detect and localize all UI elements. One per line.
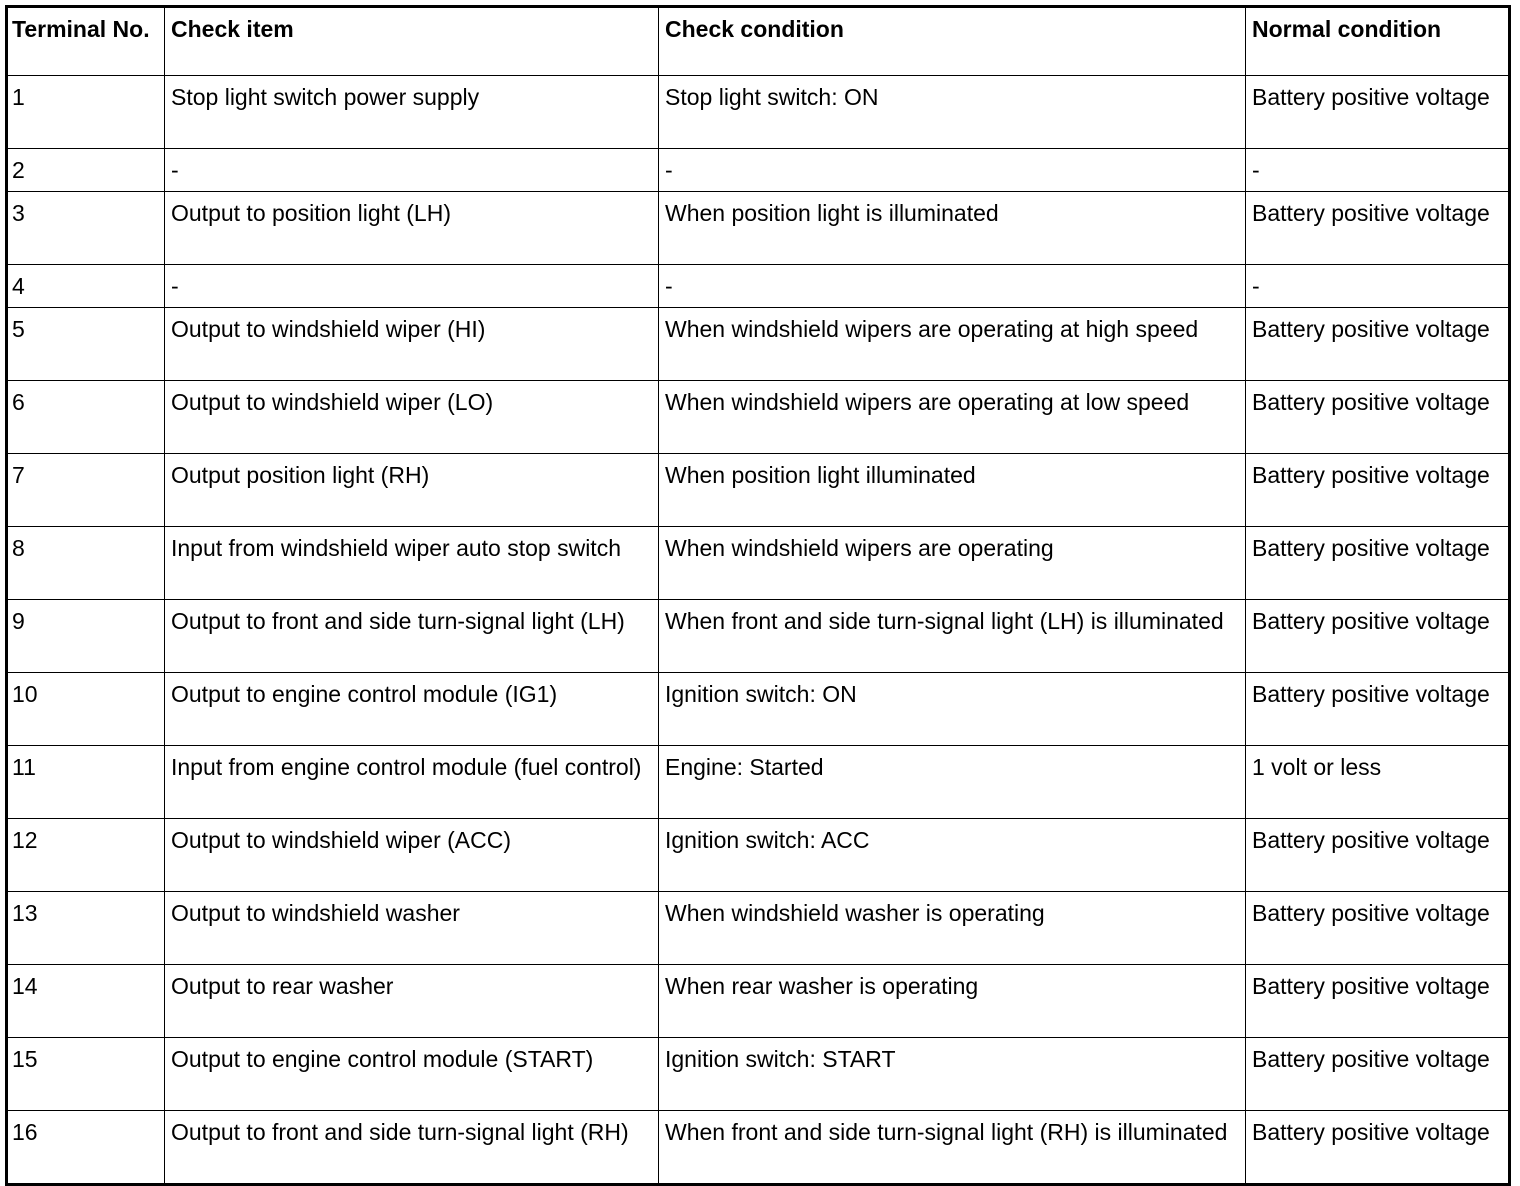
cell-check-item: Output to windshield wiper (ACC) bbox=[165, 819, 659, 892]
cell-terminal: 8 bbox=[7, 527, 165, 600]
cell-normal-condition: Battery positive voltage bbox=[1246, 1111, 1510, 1185]
table-row bbox=[7, 454, 1510, 527]
cell-check-condition: When windshield wipers are operating at low speed bbox=[659, 381, 1246, 454]
cell-check-condition: Ignition switch: ACC bbox=[659, 819, 1246, 892]
cell-check-item: - bbox=[165, 149, 659, 192]
header-check-condition: Check condition bbox=[659, 7, 1246, 76]
cell-check-condition: Engine: Started bbox=[659, 746, 1246, 819]
cell-check-item: Output to windshield washer bbox=[165, 892, 659, 965]
cell-check-item: Stop light switch power supply bbox=[165, 76, 659, 149]
cell-check-condition: When windshield wipers are operating bbox=[659, 527, 1246, 600]
cell-terminal: 13 bbox=[7, 892, 165, 965]
cell-terminal: 1 bbox=[7, 76, 165, 149]
cell-check-condition: - bbox=[659, 265, 1246, 308]
cell-check-condition: When windshield wipers are operating at high speed bbox=[659, 308, 1246, 381]
table-row bbox=[7, 1038, 1510, 1111]
header-terminal-no: Terminal No. bbox=[7, 7, 165, 76]
cell-check-condition: When position light illuminated bbox=[659, 454, 1246, 527]
cell-terminal: 9 bbox=[7, 600, 165, 673]
cell-check-item: Output to windshield wiper (HI) bbox=[165, 308, 659, 381]
cell-terminal: 3 bbox=[7, 192, 165, 265]
cell-normal-condition: Battery positive voltage bbox=[1246, 965, 1510, 1038]
table-row bbox=[7, 965, 1510, 1038]
cell-check-item: Output to rear washer bbox=[165, 965, 659, 1038]
cell-normal-condition: 1 volt or less bbox=[1246, 746, 1510, 819]
cell-check-condition: When front and side turn-signal light (LH) is illuminated bbox=[659, 600, 1246, 673]
cell-terminal: 10 bbox=[7, 673, 165, 746]
cell-terminal: 16 bbox=[7, 1111, 165, 1185]
cell-normal-condition: Battery positive voltage bbox=[1246, 819, 1510, 892]
cell-terminal: 11 bbox=[7, 746, 165, 819]
table-row bbox=[7, 265, 1510, 308]
table-row bbox=[7, 892, 1510, 965]
table-row bbox=[7, 673, 1510, 746]
cell-check-item: Output to engine control module (IG1) bbox=[165, 673, 659, 746]
cell-normal-condition: Battery positive voltage bbox=[1246, 1038, 1510, 1111]
table-row bbox=[7, 600, 1510, 673]
cell-check-condition: - bbox=[659, 149, 1246, 192]
header-row bbox=[7, 7, 1510, 76]
cell-normal-condition: Battery positive voltage bbox=[1246, 892, 1510, 965]
cell-terminal: 5 bbox=[7, 308, 165, 381]
cell-normal-condition: Battery positive voltage bbox=[1246, 308, 1510, 381]
table-row bbox=[7, 527, 1510, 600]
cell-terminal: 12 bbox=[7, 819, 165, 892]
cell-normal-condition: Battery positive voltage bbox=[1246, 76, 1510, 149]
cell-terminal: 7 bbox=[7, 454, 165, 527]
cell-normal-condition: Battery positive voltage bbox=[1246, 454, 1510, 527]
table-header bbox=[7, 7, 1510, 76]
table-row bbox=[7, 746, 1510, 819]
cell-normal-condition: - bbox=[1246, 265, 1510, 308]
cell-check-item: Output to front and side turn-signal light (LH) bbox=[165, 600, 659, 673]
cell-check-condition: When rear washer is operating bbox=[659, 965, 1246, 1038]
cell-normal-condition: Battery positive voltage bbox=[1246, 600, 1510, 673]
cell-check-item: Output to windshield wiper (LO) bbox=[165, 381, 659, 454]
cell-normal-condition: Battery positive voltage bbox=[1246, 527, 1510, 600]
cell-check-item: Output to engine control module (START) bbox=[165, 1038, 659, 1111]
cell-terminal: 14 bbox=[7, 965, 165, 1038]
cell-check-item: Output to position light (LH) bbox=[165, 192, 659, 265]
cell-check-item: Output position light (RH) bbox=[165, 454, 659, 527]
cell-check-item: Output to front and side turn-signal light (RH) bbox=[165, 1111, 659, 1185]
cell-terminal: 6 bbox=[7, 381, 165, 454]
cell-normal-condition: - bbox=[1246, 149, 1510, 192]
table-row bbox=[7, 1111, 1510, 1185]
cell-terminal: 2 bbox=[7, 149, 165, 192]
table-row bbox=[7, 381, 1510, 454]
cell-check-item: Input from windshield wiper auto stop switch bbox=[165, 527, 659, 600]
cell-check-condition: Stop light switch: ON bbox=[659, 76, 1246, 149]
table-body bbox=[7, 76, 1510, 1185]
cell-check-condition: Ignition switch: START bbox=[659, 1038, 1246, 1111]
cell-terminal: 4 bbox=[7, 265, 165, 308]
cell-normal-condition: Battery positive voltage bbox=[1246, 192, 1510, 265]
header-normal-condition: Normal condition bbox=[1246, 7, 1510, 76]
table-row bbox=[7, 192, 1510, 265]
cell-terminal: 15 bbox=[7, 1038, 165, 1111]
terminal-check-table bbox=[5, 5, 1511, 1186]
cell-normal-condition: Battery positive voltage bbox=[1246, 673, 1510, 746]
table-row bbox=[7, 76, 1510, 149]
cell-check-item: Input from engine control module (fuel control) bbox=[165, 746, 659, 819]
cell-check-condition: When windshield washer is operating bbox=[659, 892, 1246, 965]
table-row bbox=[7, 149, 1510, 192]
header-check-item: Check item bbox=[165, 7, 659, 76]
cell-normal-condition: Battery positive voltage bbox=[1246, 381, 1510, 454]
table-row bbox=[7, 819, 1510, 892]
cell-check-condition: When front and side turn-signal light (RH) is illuminated bbox=[659, 1111, 1246, 1185]
cell-check-condition: Ignition switch: ON bbox=[659, 673, 1246, 746]
cell-check-condition: When position light is illuminated bbox=[659, 192, 1246, 265]
cell-check-item: - bbox=[165, 265, 659, 308]
table-row bbox=[7, 308, 1510, 381]
